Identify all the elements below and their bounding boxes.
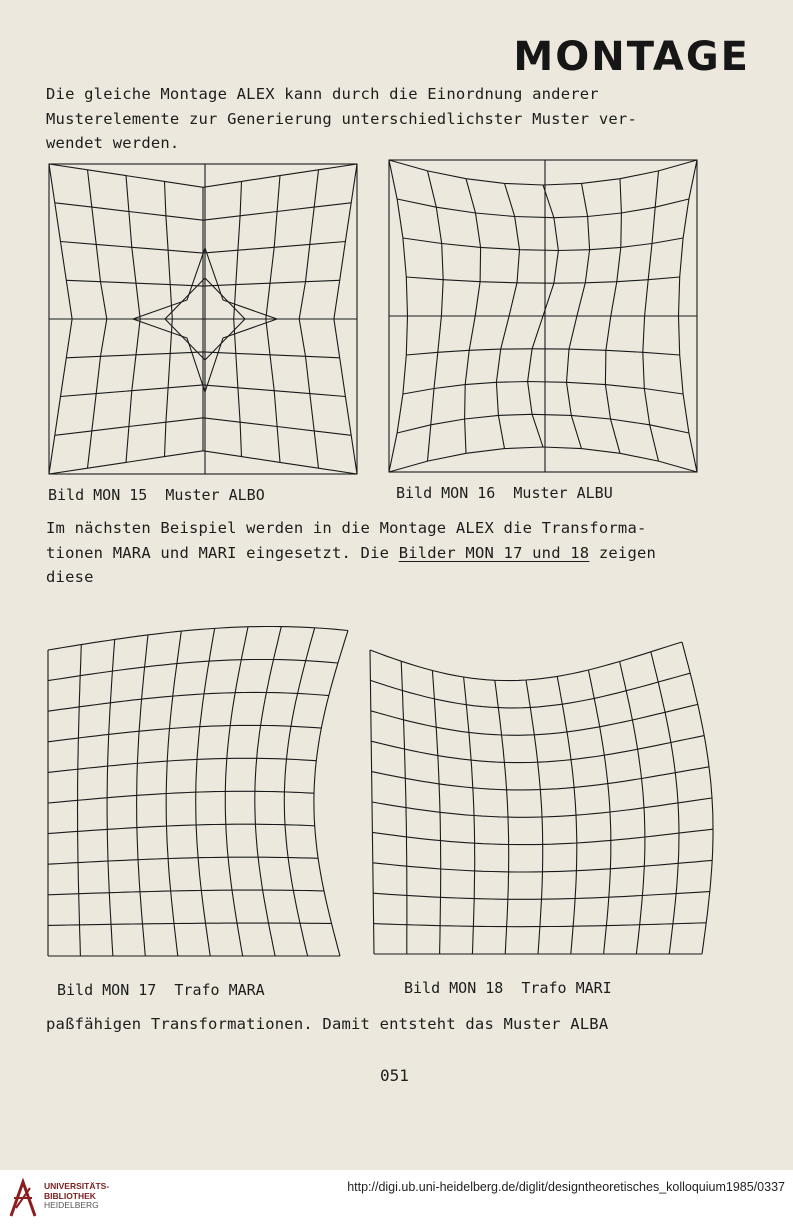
caption-mon-15: Bild MON 15 Muster ALBO (48, 486, 265, 504)
library-line-3: HEIDELBERG (44, 1200, 99, 1210)
library-logo-icon (8, 1178, 38, 1220)
grid-line-horizontal (48, 923, 332, 925)
grid-line-horizontal (397, 414, 689, 433)
grid-line-horizontal (48, 627, 348, 651)
grid-line-horizontal (48, 890, 324, 895)
figure-mon-16 (385, 156, 705, 476)
grid-line-vertical (314, 631, 348, 957)
library-line-1: UNIVERSITÄTS- (44, 1181, 110, 1191)
grid-line-horizontal (48, 660, 338, 681)
grid-line-horizontal (370, 673, 690, 708)
figure-15-grid (49, 164, 357, 474)
caption-mon-16: Bild MON 16 Muster ALBU (396, 484, 613, 502)
figure-mon-17 (40, 600, 360, 960)
grid-line-horizontal (403, 238, 683, 251)
intro-line-2: Musterelemente zur Generierung unterschiedlichster Muster ver- (46, 109, 637, 128)
grid-line-horizontal (371, 704, 698, 735)
grid-line-horizontal (48, 791, 314, 803)
library-line-2: BIBLIOTHEK (44, 1190, 96, 1201)
figure-18-grid (370, 642, 713, 954)
figure-16-grid (389, 160, 697, 472)
figure-mon-15 (45, 160, 365, 480)
grid-line-horizontal (406, 277, 679, 283)
grid-line-horizontal (397, 199, 689, 218)
intro-line-1: Die gleiche Montage ALEX kann durch die Einordnung anderer (46, 85, 599, 103)
grid-line-horizontal (48, 692, 329, 711)
grid-line-horizontal (48, 824, 315, 833)
second-line-2b: zeigen (589, 543, 657, 562)
page-number: 051 (380, 1066, 409, 1085)
figure-mon-18 (362, 636, 732, 966)
caption-mon-17: Bild MON 17 Trafo MARA (57, 981, 265, 999)
grid-line-horizontal (48, 758, 316, 772)
source-url-link[interactable]: http://digi.ub.uni-heidelberg.de/diglit/designtheoretisches_kolloquium1985/0337 (347, 1180, 785, 1194)
grid-line-horizontal (48, 857, 318, 864)
second-line-2a: tionen MARA und MARI eingesetzt. Die (46, 543, 399, 562)
figure-17-grid (48, 627, 348, 957)
footer-bar (0, 1170, 793, 1227)
second-line-3: diese (46, 568, 94, 586)
page-heading: MONTAGE (513, 34, 750, 80)
library-name (44, 1182, 109, 1211)
grid-line-horizontal (49, 451, 357, 474)
grid-line-horizontal (389, 160, 697, 185)
grid-line-horizontal (49, 164, 357, 187)
grid-line-horizontal (406, 349, 679, 355)
second-line-1: Im nächsten Beispiel werden in die Montage ALEX die Transforma- (46, 519, 647, 537)
intro-paragraph (46, 82, 637, 156)
caption-mon-18: Bild MON 18 Trafo MARI (404, 979, 612, 997)
figure-reference: Bilder MON 17 und 18 (398, 543, 590, 562)
closing-paragraph: paßfähigen Transformationen. Damit entsteht das Muster ALBA (46, 1015, 609, 1033)
grid-line-horizontal (370, 642, 682, 681)
second-paragraph (46, 516, 656, 590)
intro-line-3: wendet werden. (46, 134, 180, 152)
grid-line-horizontal (389, 447, 697, 472)
grid-line-horizontal (48, 725, 321, 741)
grid-line-horizontal (403, 382, 683, 395)
